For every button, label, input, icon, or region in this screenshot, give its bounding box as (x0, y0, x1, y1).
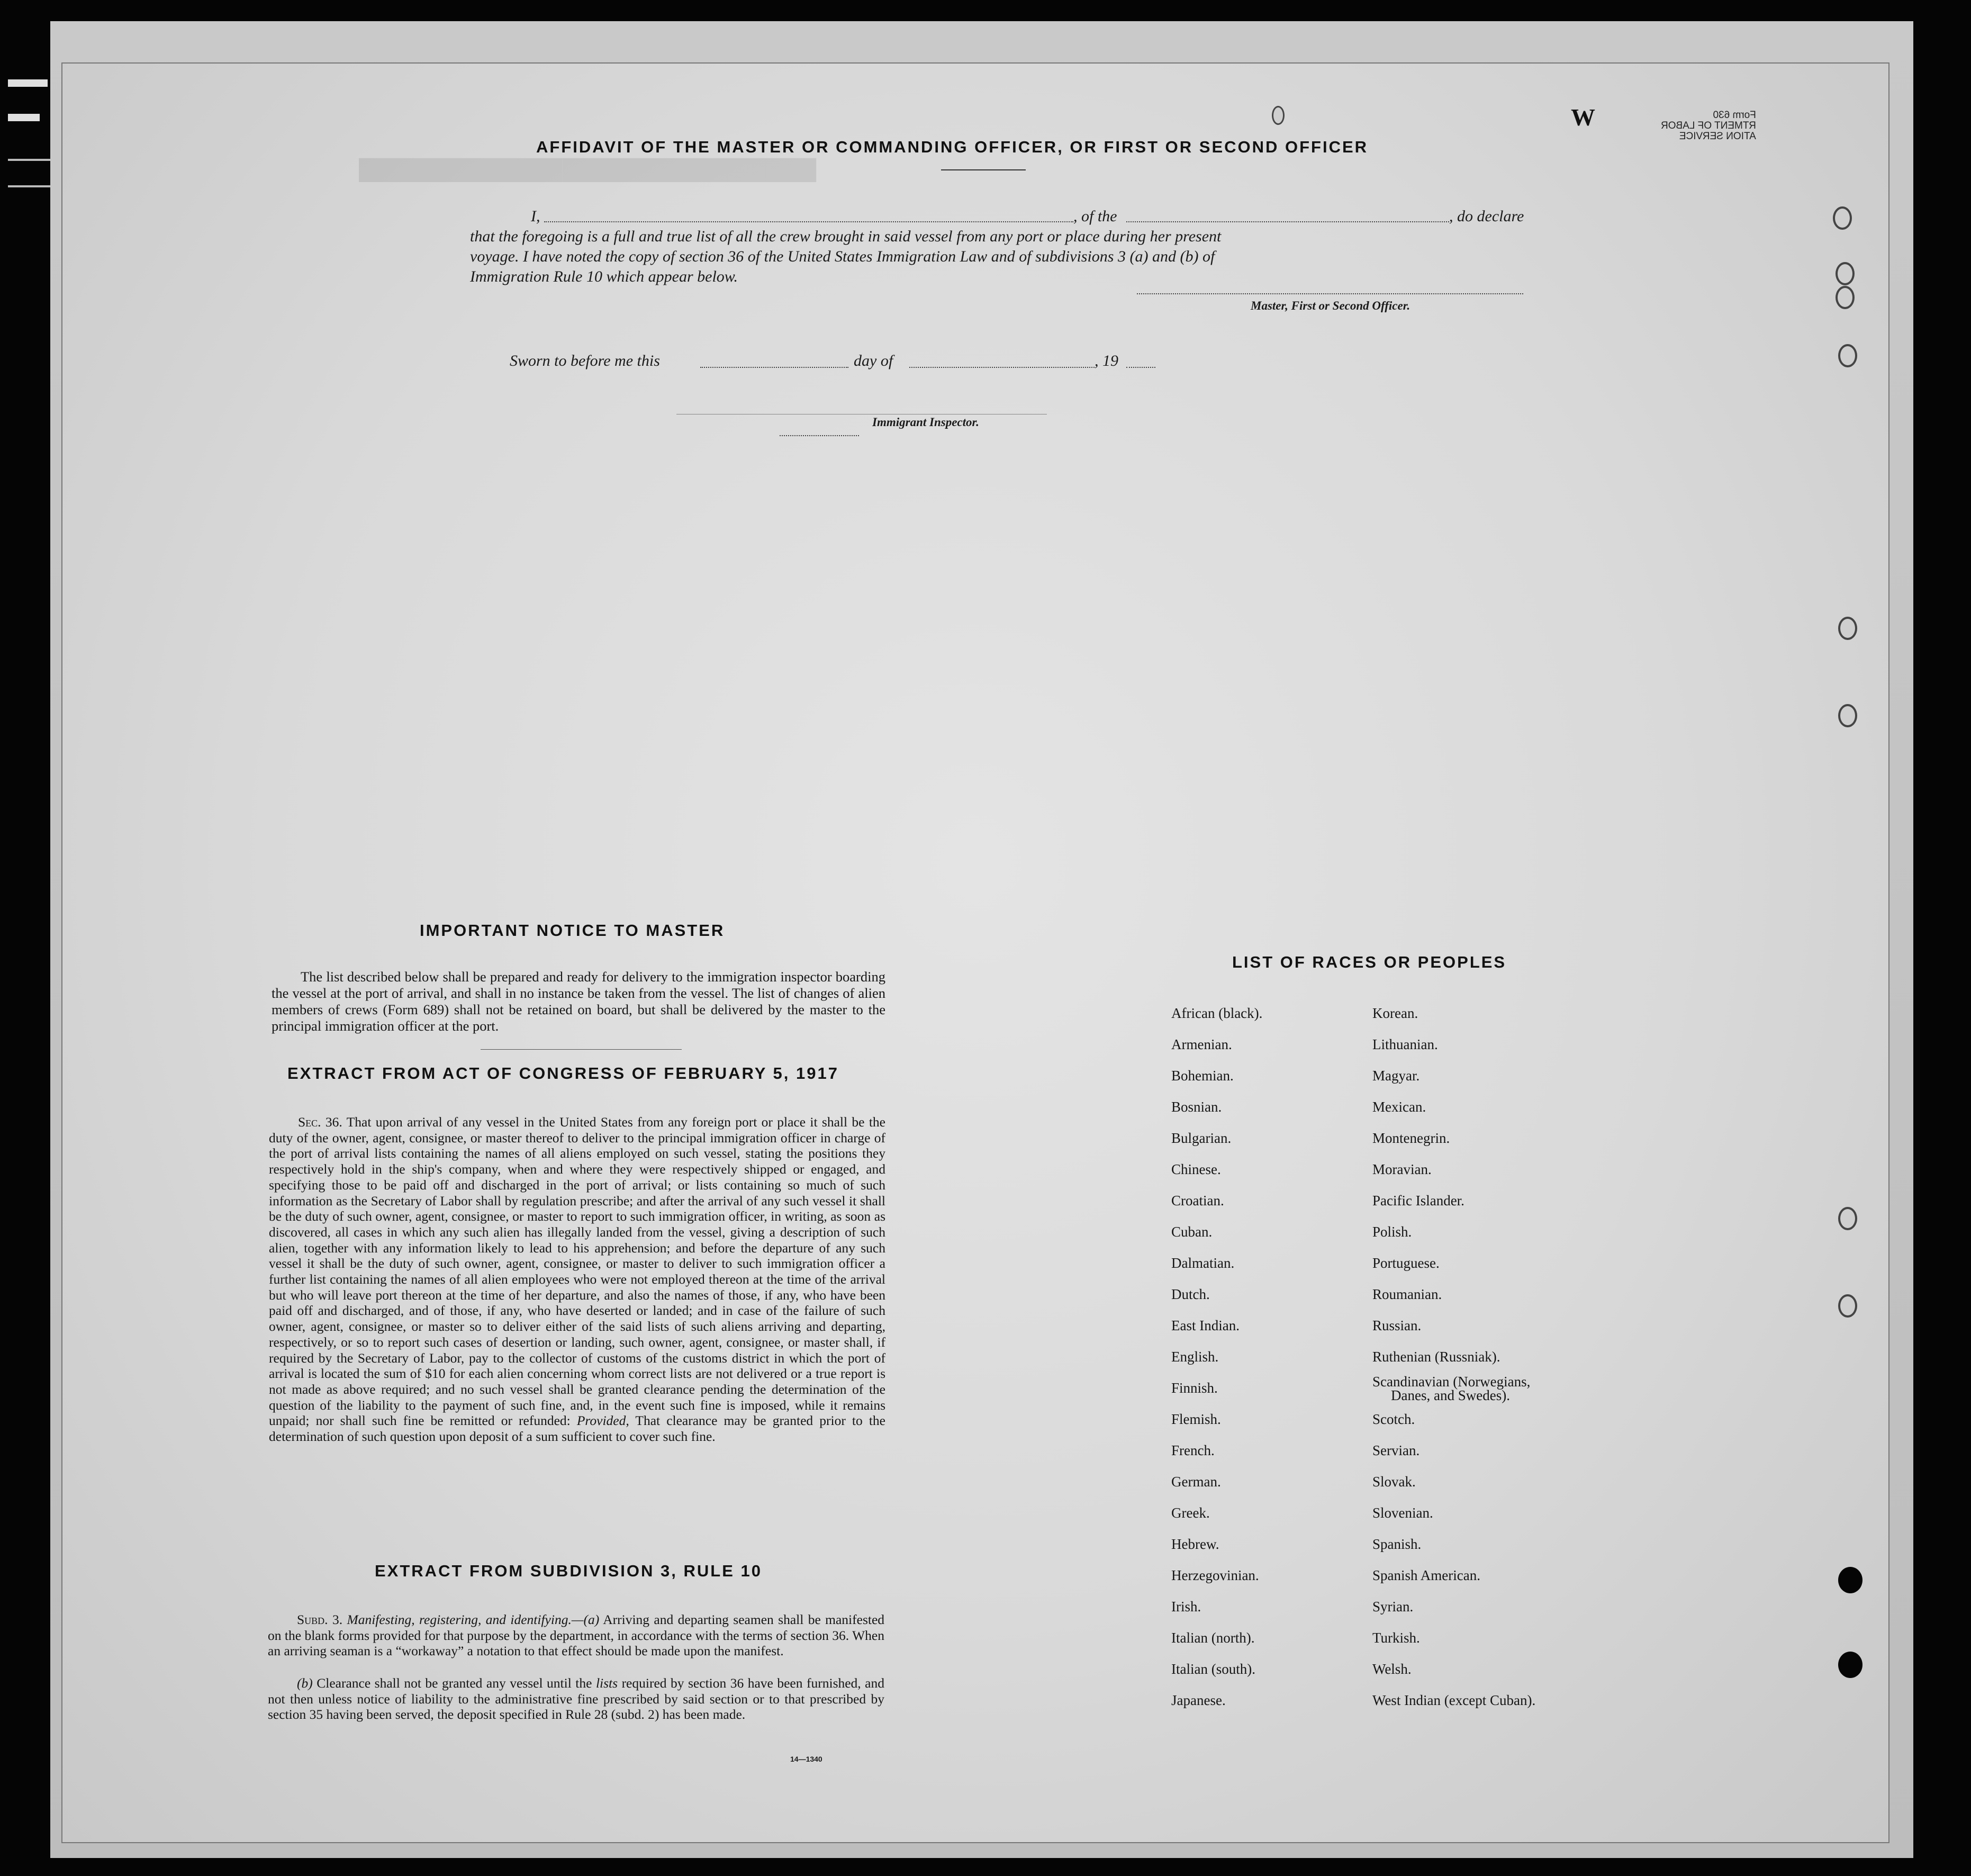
edge-mark (8, 79, 48, 87)
subd-heading: Manifesting, registering, and identifying.—(a) (347, 1612, 600, 1627)
act-body: That upon arrival of any vessel in the United States from any foreign port or place it shall be the duty of the owner, agent, consignee, or master thereof to deliver to the principal immigration officer in charge of the port of arrival lists containing the names of all aliens employed on such vessel, stating the positions they respectively hold in the ship's company, when and where they were respectively shipped or engaged, and specifying those to be paid off and discharged in the port of arrival; or lists containing so much of such information as the Secretary of Labor shall by regulation prescribe; and after the arrival of any such vessel it shall be the duty of such owner, agent, consignee, or master to report to such immigration officer, in writing, as soon as discovered, all cases in which any such alien has illegally landed from the vessel, giving a description of such alien, together with any information likely to lead to his apprehension; and before the departure of any such vessel it shall be the duty of such owner, agent, consignee, or master to deliver to such immigration officer a further list containing the names of all alien employees who were not employed thereon at the time of the arrival but who will leave port thereon at the time of her departure, and also the names of those, if any, who have been paid off and discharged, and of those, if any, who have deserted or landed; and in case of the failure of such owner, agent, consignee, or master so to deliver either of the said lists of such aliens arriving and departing, respectively, or so to report such cases of desertion or landing, such owner, agent, consignee, or master shall, if required by the Secretary of Labor, pay to the collector of customs of the customs district in which the port of arrival is located the sum of $10 for each alien concerning whom correct lists are not delivered or a true report is not made as above required; and no such vessel shall be granted clearance pending the determination of the question of the liability to the payment of such fine, and, in the event such fine is imposed, while it remains unpaid; nor shall such fine be remitted or refunded: (269, 1114, 885, 1429)
races-title: LIST OF RACES OR PEOPLES (1232, 953, 1507, 971)
race-item: Slovenian. (1372, 1505, 1433, 1521)
race-item: East Indian. (1171, 1318, 1240, 1333)
race-item: Bohemian. (1171, 1068, 1234, 1084)
signature-caption: Master, First or Second Officer. (1251, 299, 1411, 312)
race-item: Croatian. (1171, 1193, 1224, 1208)
form-stamp-line: RTMENT OF LABOR (1661, 120, 1756, 131)
punch-hole (1272, 106, 1285, 125)
notice-text: The list described below shall be prepared and ready for delivery to the immigration inspector boarding the vessel at the port of arrival, and shall in no instance be taken from the vessel. The list of changes of alien members of crews (Form 689) shall not be retained on board, but shall be delivered by the master to the principal immigration officer at the port. (272, 969, 885, 1034)
inspector-dot-leader (780, 423, 859, 436)
race-item: Moravian. (1372, 1161, 1432, 1177)
race-item: French. (1171, 1442, 1215, 1458)
race-item: Chinese. (1171, 1161, 1221, 1177)
race-item: Hebrew. (1171, 1536, 1219, 1552)
races-left-column (1171, 998, 1262, 1716)
section-label: Sec. 36. (298, 1114, 342, 1130)
race-item: Pacific Islander. (1372, 1193, 1464, 1208)
sworn-month-field[interactable] (909, 355, 1095, 368)
act-title: EXTRACT FROM ACT OF CONGRESS OF FEBRUARY 5, 1917 (287, 1064, 839, 1083)
officer-signature-field[interactable] (1137, 282, 1523, 294)
form-stamp-line: ATION SERVICE (1679, 131, 1756, 142)
race-item: Bosnian. (1171, 1099, 1222, 1115)
i-label: I, (531, 208, 540, 225)
affidavit-body-line: that the foregoing is a full and true list of all the crew brought in said vessel from any port or place during her present (470, 228, 1222, 245)
race-item: Herzegovinian. (1171, 1567, 1259, 1583)
race-item: Cuban. (1171, 1224, 1213, 1240)
punch-hole (1836, 286, 1855, 309)
race-item: Armenian. (1171, 1036, 1232, 1052)
act-text (269, 1114, 885, 1445)
rule-title: EXTRACT FROM SUBDIVISION 3, RULE 10 (375, 1562, 762, 1580)
race-item: Polish. (1372, 1224, 1412, 1240)
edge-mark (8, 114, 40, 121)
corner-mark: W (1571, 104, 1597, 131)
punch-hole (1838, 1652, 1862, 1678)
year-label: , 19 (1095, 352, 1118, 369)
notice-rule (481, 1049, 682, 1050)
subd-label: Subd. 3. (297, 1612, 343, 1627)
rule-body-a: Arriving and departing seamen shall be manifested on the blank forms provided for that purpose by the department, in accordance with the terms of section 36. When an arriving seaman is a “workaway” a notation to that effect should be made upon the manifest. (268, 1612, 885, 1658)
race-item: Mexican. (1372, 1099, 1426, 1115)
race-item: Bulgarian. (1171, 1130, 1232, 1146)
race-item: Montenegrin. (1372, 1130, 1450, 1146)
race-item: Greek. (1171, 1505, 1210, 1521)
punch-hole (1838, 1207, 1857, 1230)
race-item: Roumanian. (1372, 1286, 1442, 1302)
affidavit-body-line: Immigration Rule 10 which appear below. (470, 268, 738, 285)
notice-title: IMPORTANT NOTICE TO MASTER (420, 921, 725, 940)
b-label: (b) (297, 1675, 313, 1691)
punch-hole (1836, 262, 1855, 285)
provided-label: Provided, (576, 1413, 629, 1429)
edge-mark (8, 185, 50, 187)
punch-hole (1838, 344, 1857, 367)
race-item: Turkish. (1372, 1630, 1420, 1646)
race-item: Dutch. (1171, 1286, 1210, 1302)
punch-hole (1838, 704, 1857, 727)
sworn-label: Sworn to before me this (510, 352, 660, 369)
rule-text-b (268, 1675, 884, 1722)
race-item: Irish. (1171, 1599, 1201, 1615)
affidavit-declare-line (470, 206, 1550, 227)
race-item: Lithuanian. (1372, 1036, 1438, 1052)
punch-hole (1833, 206, 1852, 230)
race-item: Welsh. (1372, 1661, 1412, 1677)
race-item: Servian. (1372, 1442, 1420, 1458)
day-of-label: day of (854, 352, 893, 369)
race-item: Flemish. (1171, 1411, 1221, 1427)
inspector-caption: Immigrant Inspector. (872, 416, 979, 429)
race-item: Italian (north). (1171, 1630, 1255, 1646)
race-item: English. (1171, 1349, 1219, 1365)
race-item: Scandinavian (Norwegians, Danes, and Swedes). (1372, 1373, 1535, 1404)
sworn-line (510, 352, 1251, 373)
do-declare-label: , do declare (1449, 208, 1524, 225)
title-rule (941, 169, 1026, 170)
of-the-label: , of the (1073, 208, 1117, 225)
race-item: Spanish American. (1372, 1567, 1480, 1583)
race-item: Japanese. (1171, 1692, 1226, 1708)
document-page (62, 64, 1888, 1842)
punch-hole (1838, 1567, 1862, 1593)
sworn-day-field[interactable] (700, 355, 848, 368)
race-item: Magyar. (1372, 1068, 1420, 1084)
race-item: Slovak. (1372, 1474, 1416, 1490)
print-code: 14—1340 (790, 1755, 822, 1763)
punch-hole (1838, 617, 1857, 640)
inspector-signature-field[interactable] (676, 402, 1047, 414)
edge-mark (8, 159, 50, 161)
affidavit-block (470, 206, 1550, 287)
rule-text-a (268, 1612, 884, 1659)
vessel-name-field[interactable] (1126, 210, 1449, 222)
race-item: German. (1171, 1474, 1221, 1490)
races-right-column (1372, 998, 1535, 1716)
bleed-through-ghost: ████████████████████████████████████ (359, 159, 817, 183)
rule-body-b2: required by section 36 have been furnished, and not then unless notice of liability to the administrative fine prescribed by said section or to that prescribed by section 35 having been served, the deposit specified in Rule 28 (subd. 2) has been made. (268, 1675, 884, 1722)
affidavit-body-line: voyage. I have noted the copy of section 36 of the United States Immigration Law and of subdivisions 3 (a) and (b) of (470, 248, 1215, 265)
form-stamp-line: Form 630 (1713, 110, 1756, 121)
rule-body-b1: Clearance shall not be granted any vessel until the (317, 1675, 592, 1691)
race-item-continuation: Danes, and Swedes). (1391, 1387, 1510, 1403)
sworn-year-field[interactable] (1126, 355, 1155, 368)
race-item: Scotch. (1372, 1411, 1415, 1427)
race-item: African (black). (1171, 1005, 1263, 1021)
race-item: Portuguese. (1372, 1255, 1440, 1271)
race-item: Syrian. (1372, 1599, 1414, 1615)
race-item: Russian. (1372, 1318, 1422, 1333)
race-item: Finnish. (1171, 1380, 1218, 1396)
lists-word: lists (595, 1675, 618, 1691)
race-item: Ruthenian (Russniak). (1372, 1349, 1500, 1365)
affidavit-title: AFFIDAVIT OF THE MASTER OR COMMANDING OFFICER, OR FIRST OR SECOND OFFICER (536, 138, 1369, 156)
punch-hole (1838, 1294, 1857, 1318)
form-stamp (1661, 110, 1756, 142)
declarant-name-field[interactable] (544, 210, 1073, 222)
race-item: Dalmatian. (1171, 1255, 1235, 1271)
race-item: West Indian (except Cuban). (1372, 1692, 1536, 1708)
act-body-end: That clearance may be granted prior to the determination of such question upon deposit of a sum sufficient to cover such fine. (269, 1413, 885, 1445)
race-item: Spanish. (1372, 1536, 1422, 1552)
race-item: Italian (south). (1171, 1661, 1255, 1677)
race-item: Korean. (1372, 1005, 1418, 1021)
